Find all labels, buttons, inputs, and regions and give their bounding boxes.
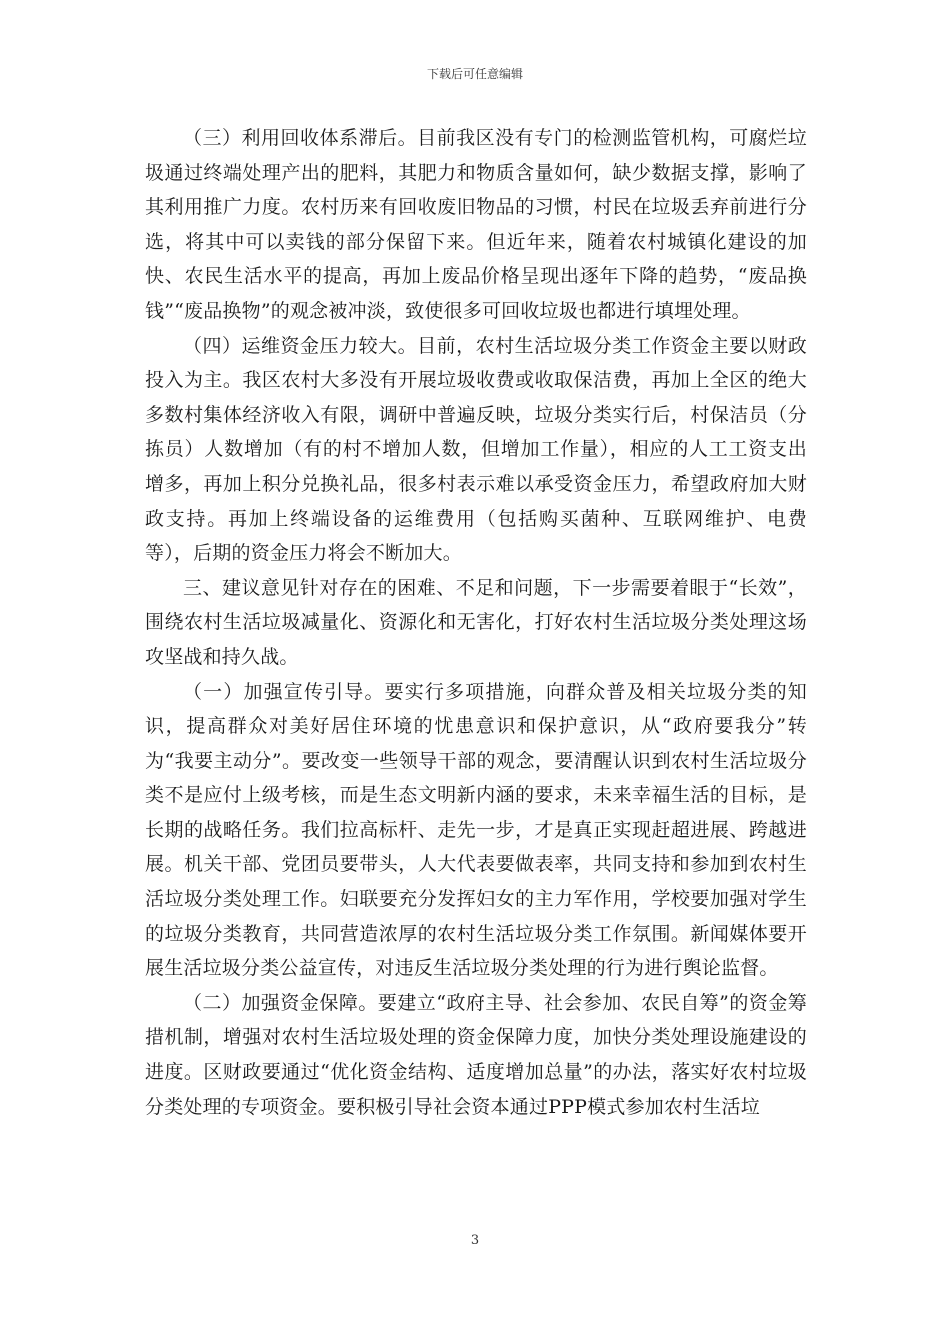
paragraph-suggestions-heading: 三、建议意见针对存在的困难、不足和问题，下一步需要着眼于“长效”，围绕农村生活垃圾减量化、资源化和无害化，打好农村生活垃圾分类处理这场攻坚战和持久战。 <box>145 576 807 668</box>
paragraph-maintenance-funds: （四）运维资金压力较大。目前，农村生活垃圾分类工作资金主要以财政投入为主。我区农村大多没有开展垃圾收费或收取保洁费，再加上全区的绝大多数村集体经济收入有限，调研中普遍反映，垃圾分类实行后，村保洁员（分拣员）人数增加（有的村不增加人数，但增加工作量），相应的人工工资支出增多，再加上积分兑换礼品，很多村表示难以承受资金压力，希望政府加大财政支持。再加上终端设备的运维费用（包括购买菌种、互联网维护、电费等），后期的资金压力将会不断加大。 <box>145 334 807 565</box>
page-header: 下载后可任意编辑 <box>426 67 523 81</box>
page-number: 3 <box>470 1233 480 1248</box>
document-body <box>145 121 807 1124</box>
paragraph-funding-guarantee: （二）加强资金保障。要建立“政府主导、社会参加、农民自筹”的资金筹措机制，增强对农村生活垃圾处理的资金保障力度，加快分类处理设施建设的进度。区财政要通过“优化资金结构、适度增加总量”的办法，落实好农村垃圾分类处理的专项资金。要积极引导社会资本通过PPP模式参加农村生活垃 <box>145 991 807 1118</box>
paragraph-recycling-system: （三）利用回收体系滞后。目前我区没有专门的检测监管机构，可腐烂垃圾通过终端处理产出的肥料，其肥力和物质含量如何，缺少数据支撑，影响了其利用推广力度。农村历来有回收废旧物品的习惯，村民在垃圾丢弃前进行分选，将其中可以卖钱的部分保留下来。但近年来，随着农村城镇化建设的加快、农民生活水平的提高，再加上废品价格呈现出逐年下降的趋势，“废品换钱”“废品换物”的观念被冲淡，致使很多可回收垃圾也都进行填埋处理。 <box>145 127 807 322</box>
paragraph-publicity-guidance: （一）加强宣传引导。要实行多项措施，向群众普及相关垃圾分类的知识，提高群众对美好居住环境的忧患意识和保护意识，从“政府要我分”转为“我要主动分”。要改变一些领导干部的观念，要清醒认识到农村生活垃圾分类不是应付上级考核，而是生态文明新内涵的要求，未来幸福生活的目标，是长期的战略任务。我们拉高标杆、走先一步，才是真正实现赶超进展、跨越进展。机关干部、党团员要带头，人大代表要做表率，共同支持和参加到农村生活垃圾分类处理工作。妇联要充分发挥妇女的主力军作用，学校要加强对学生的垃圾分类教育，共同营造浓厚的农村生活垃圾分类工作氛围。新闻媒体要开展生活垃圾分类公益宣传，对违反生活垃圾分类处理的行为进行舆论监督。 <box>145 680 807 980</box>
